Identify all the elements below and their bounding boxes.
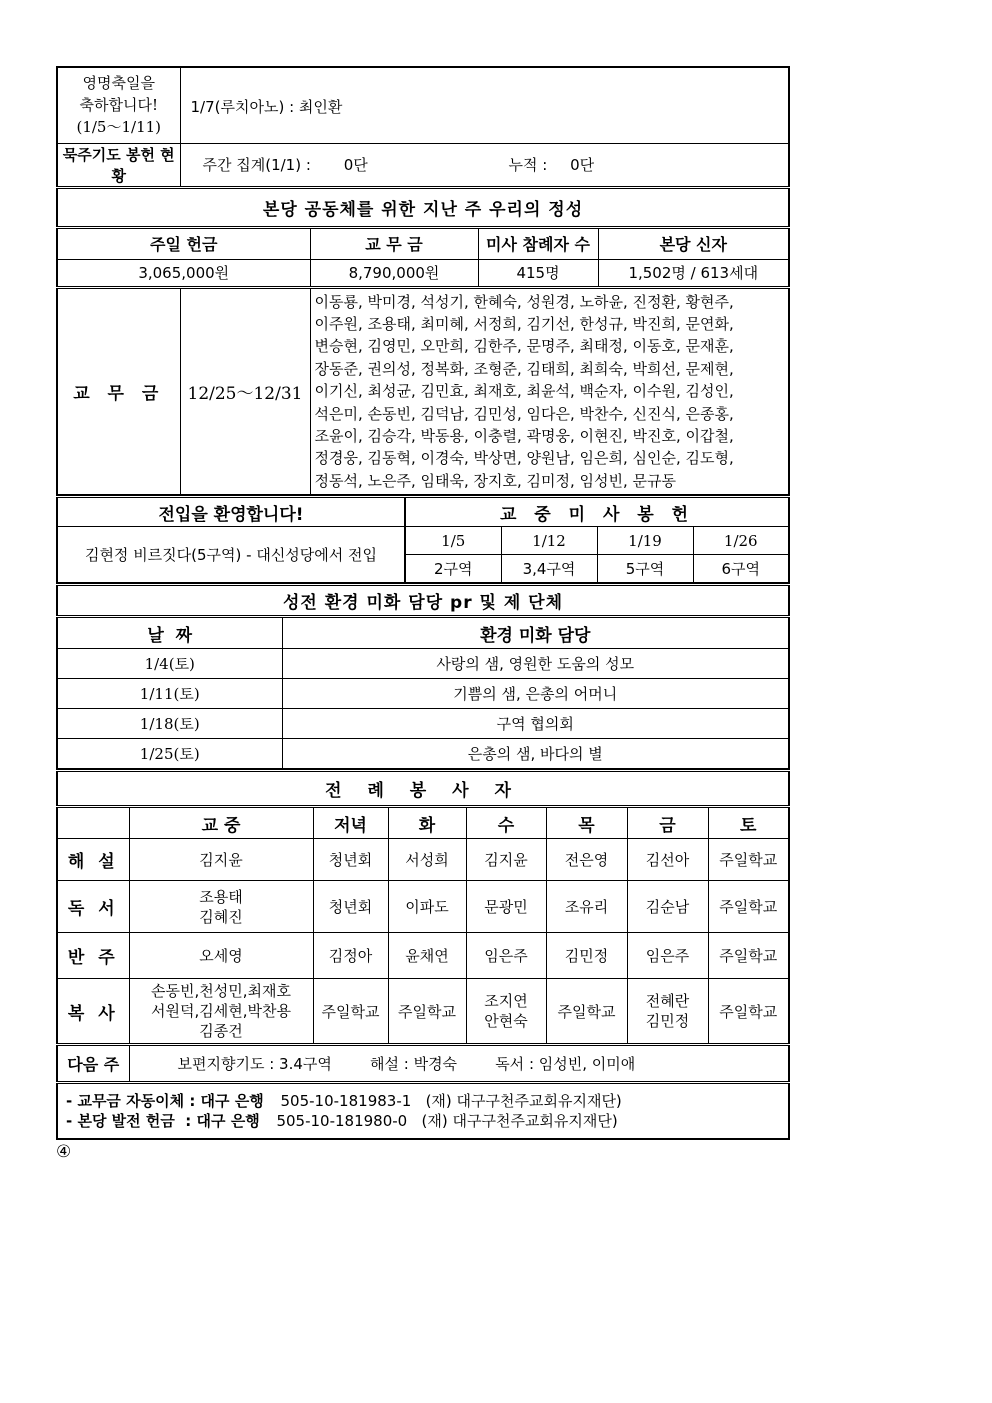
rosary-status: [180, 143, 789, 187]
page-number: ④: [56, 1142, 72, 1162]
beautify-date: 1/4(토): [57, 649, 282, 679]
servers-role: 해 설: [57, 839, 129, 881]
servers-header: 화: [388, 807, 466, 839]
beautify-team: 구역 협의회: [282, 709, 789, 739]
beautify-header-team: 환경 미화 담당: [282, 617, 789, 649]
mass-group: 6구역: [693, 555, 789, 583]
servers-cell: 전혜란 김민정: [627, 979, 708, 1045]
servers-cell: 윤채연: [388, 933, 466, 979]
rosary-weekly-value: 0단: [343, 156, 368, 174]
beautify-header-date: 날 짜: [57, 617, 282, 649]
welcome-title: 전입을 환영합니다!: [57, 497, 405, 527]
names-line: 이동룡, 박미경, 석성기, 한혜숙, 성원경, 노하윤, 진정환, 황현주,: [314, 292, 734, 311]
beautify-header-row: [57, 617, 789, 649]
offering-header-attendance: 미사 참례자 수: [478, 227, 598, 259]
beautify-table: [56, 583, 790, 769]
offering-value-attendance: 415명: [478, 259, 598, 287]
servers-header: 목: [546, 807, 627, 839]
beautify-date: 1/11(토): [57, 679, 282, 709]
servers-cell: 주일학교: [388, 979, 466, 1045]
mass-date: 1/5: [405, 527, 501, 555]
mass-group: 5구역: [597, 555, 693, 583]
offering-value-sunday: 3,065,000원: [57, 259, 310, 287]
servers-row-organ: [57, 933, 789, 979]
rosary-row: [57, 143, 789, 187]
account-line: - 본당 발전 헌금 : 대구 은행 505-10-181980-0 (재) 대구구천주교회유지재단): [66, 1111, 618, 1130]
servers-cell: 청년회: [313, 839, 388, 881]
servers-cell: 조용태 김혜진: [129, 881, 313, 933]
congrats-title: 영명축일을 축하합니다! (1/5～1/11): [57, 67, 180, 143]
names-line: 장동준, 권의성, 정복화, 조형준, 김태희, 최희숙, 박희선, 문제현,: [314, 359, 734, 378]
accounts: [57, 1083, 789, 1139]
servers-header: 교 중: [129, 807, 313, 839]
mass-dates-row: [57, 527, 789, 555]
servers-header: 저녁: [313, 807, 388, 839]
servers-cell: 이파도: [388, 881, 466, 933]
servers-cell: 조유리: [546, 881, 627, 933]
servers-cell: 김지윤: [129, 839, 313, 881]
beautify-row: [57, 649, 789, 679]
names-line: 정동석, 노은주, 임태욱, 장지호, 김미정, 임성빈, 문규동: [314, 471, 677, 490]
servers-header-blank: [57, 807, 129, 839]
servers-cell: 주일학교: [708, 881, 789, 933]
offering-header-row: [57, 227, 789, 259]
servers-cell: 김정아: [313, 933, 388, 979]
servers-cell: 주일학교: [546, 979, 627, 1045]
next-week-label: 다음 주: [57, 1045, 129, 1083]
servers-cell: 주일학교: [708, 979, 789, 1045]
names-line: 정경웅, 김동혁, 이경숙, 박상면, 양원남, 임은희, 심인순, 김도형,: [314, 449, 734, 468]
rosary-weekly-label: 주간 집계(1/1) :: [202, 156, 311, 174]
servers-cell: 김지윤: [466, 839, 546, 881]
gyomugeum-names: [310, 287, 789, 495]
offering-value-gyomu: 8,790,000원: [310, 259, 478, 287]
servers-table: [56, 769, 790, 1140]
servers-cell: 서성희: [388, 839, 466, 881]
beautify-row: [57, 709, 789, 739]
offering-header-members: 본당 신자: [598, 227, 789, 259]
welcome-mass-table: [56, 495, 790, 583]
beautify-title-row: [57, 585, 789, 617]
beautify-row: [57, 739, 789, 769]
beautify-date: 1/25(토): [57, 739, 282, 769]
servers-cell: 임은주: [627, 933, 708, 979]
servers-cell: 청년회: [313, 881, 388, 933]
mass-group: 3,4구역: [501, 555, 597, 583]
gyomugeum-row: [57, 287, 789, 495]
beautify-team: 기쁨의 샘, 은총의 어머니: [282, 679, 789, 709]
servers-cell: 문광민: [466, 881, 546, 933]
mass-date: 1/26: [693, 527, 789, 555]
mass-date: 1/12: [501, 527, 597, 555]
servers-cell: 임은주: [466, 933, 546, 979]
bulletin-table: [56, 66, 790, 495]
beautify-title: 성전 환경 미화 담당 pr 및 제 단체: [57, 585, 789, 617]
offering-title-row: [57, 187, 789, 227]
rosary-total-value: 0단: [570, 156, 595, 174]
servers-role: 복 사: [57, 979, 129, 1045]
servers-row-commentary: [57, 839, 789, 881]
servers-header: 토: [708, 807, 789, 839]
servers-cell: 조지연 안현숙: [466, 979, 546, 1045]
servers-header: 수: [466, 807, 546, 839]
servers-cell: 김순남: [627, 881, 708, 933]
names-line: 이주원, 조용태, 최미혜, 서정희, 김기선, 한성규, 박진희, 문연화,: [314, 314, 734, 333]
accounts-row: [57, 1083, 789, 1139]
servers-header-row: [57, 807, 789, 839]
servers-cell: 주일학교: [708, 933, 789, 979]
servers-cell: 손동빈,천성민,최재호 서원덕,김세현,박찬용 김종건: [129, 979, 313, 1045]
names-line: 이기신, 최성균, 김민효, 최재호, 최윤석, 백순자, 이수원, 김성인,: [314, 382, 734, 401]
mass-date: 1/19: [597, 527, 693, 555]
account-line: - 교무금 자동이체 : 대구 은행 505-10-181983-1 (재) 대구구천주교회유지재단): [66, 1091, 622, 1110]
rosary-total-label: 누적 :: [508, 156, 548, 174]
rosary-label: 묵주기도 봉헌 현황: [57, 143, 180, 187]
names-line: 조윤이, 김승각, 박동용, 이충렬, 곽명웅, 이현진, 박진호, 이갑철,: [314, 426, 734, 445]
offering-header-sunday: 주일 헌금: [57, 227, 310, 259]
servers-cell: 주일학교: [708, 839, 789, 881]
beautify-row: [57, 679, 789, 709]
servers-cell: 주일학교: [313, 979, 388, 1045]
congrats-content: 1/7(루치아노) : 최인환: [180, 67, 789, 143]
congrats-row: [57, 67, 789, 143]
offering-value-members: 1,502명 / 613세대: [598, 259, 789, 287]
beautify-team: 사랑의 샘, 영원한 도움의 성모: [282, 649, 789, 679]
offering-header-gyomu: 교 무 금: [310, 227, 478, 259]
gyomugeum-period: 12/25～12/31: [180, 287, 310, 495]
names-line: 변승현, 김영민, 오만희, 김한주, 문명주, 최태정, 이동호, 문재훈,: [314, 337, 734, 356]
gyomugeum-label: 교 무 금: [57, 287, 180, 495]
names-line: 석은미, 손동빈, 김덕남, 김민성, 임다은, 박찬수, 신진식, 은종홍,: [314, 404, 734, 423]
servers-row-altar: [57, 979, 789, 1045]
beautify-date: 1/18(토): [57, 709, 282, 739]
servers-cell: 오세영: [129, 933, 313, 979]
mass-offering-title: 교 중 미 사 봉 헌: [405, 497, 789, 527]
mass-group: 2구역: [405, 555, 501, 583]
servers-row-reading: [57, 881, 789, 933]
next-week-content: 보편지향기도 : 3.4구역 해설 : 박경숙 독서 : 임성빈, 이미애: [129, 1045, 789, 1083]
servers-header: 금: [627, 807, 708, 839]
welcome-header-row: [57, 497, 789, 527]
offering-title: 본당 공동체를 위한 지난 주 우리의 정성: [57, 187, 789, 227]
offering-values-row: [57, 259, 789, 287]
servers-cell: 전은영: [546, 839, 627, 881]
servers-cell: 김선아: [627, 839, 708, 881]
servers-cell: 김민정: [546, 933, 627, 979]
servers-title-row: [57, 771, 789, 807]
welcome-content: 김현정 비르짓다(5구역) - 대신성당에서 전입: [57, 527, 405, 583]
servers-role: 독 서: [57, 881, 129, 933]
bulletin-page: [56, 66, 788, 1140]
beautify-team: 은총의 샘, 바다의 별: [282, 739, 789, 769]
next-week-row: [57, 1045, 789, 1083]
servers-role: 반 주: [57, 933, 129, 979]
servers-title: 전 례 봉 사 자: [57, 771, 789, 807]
